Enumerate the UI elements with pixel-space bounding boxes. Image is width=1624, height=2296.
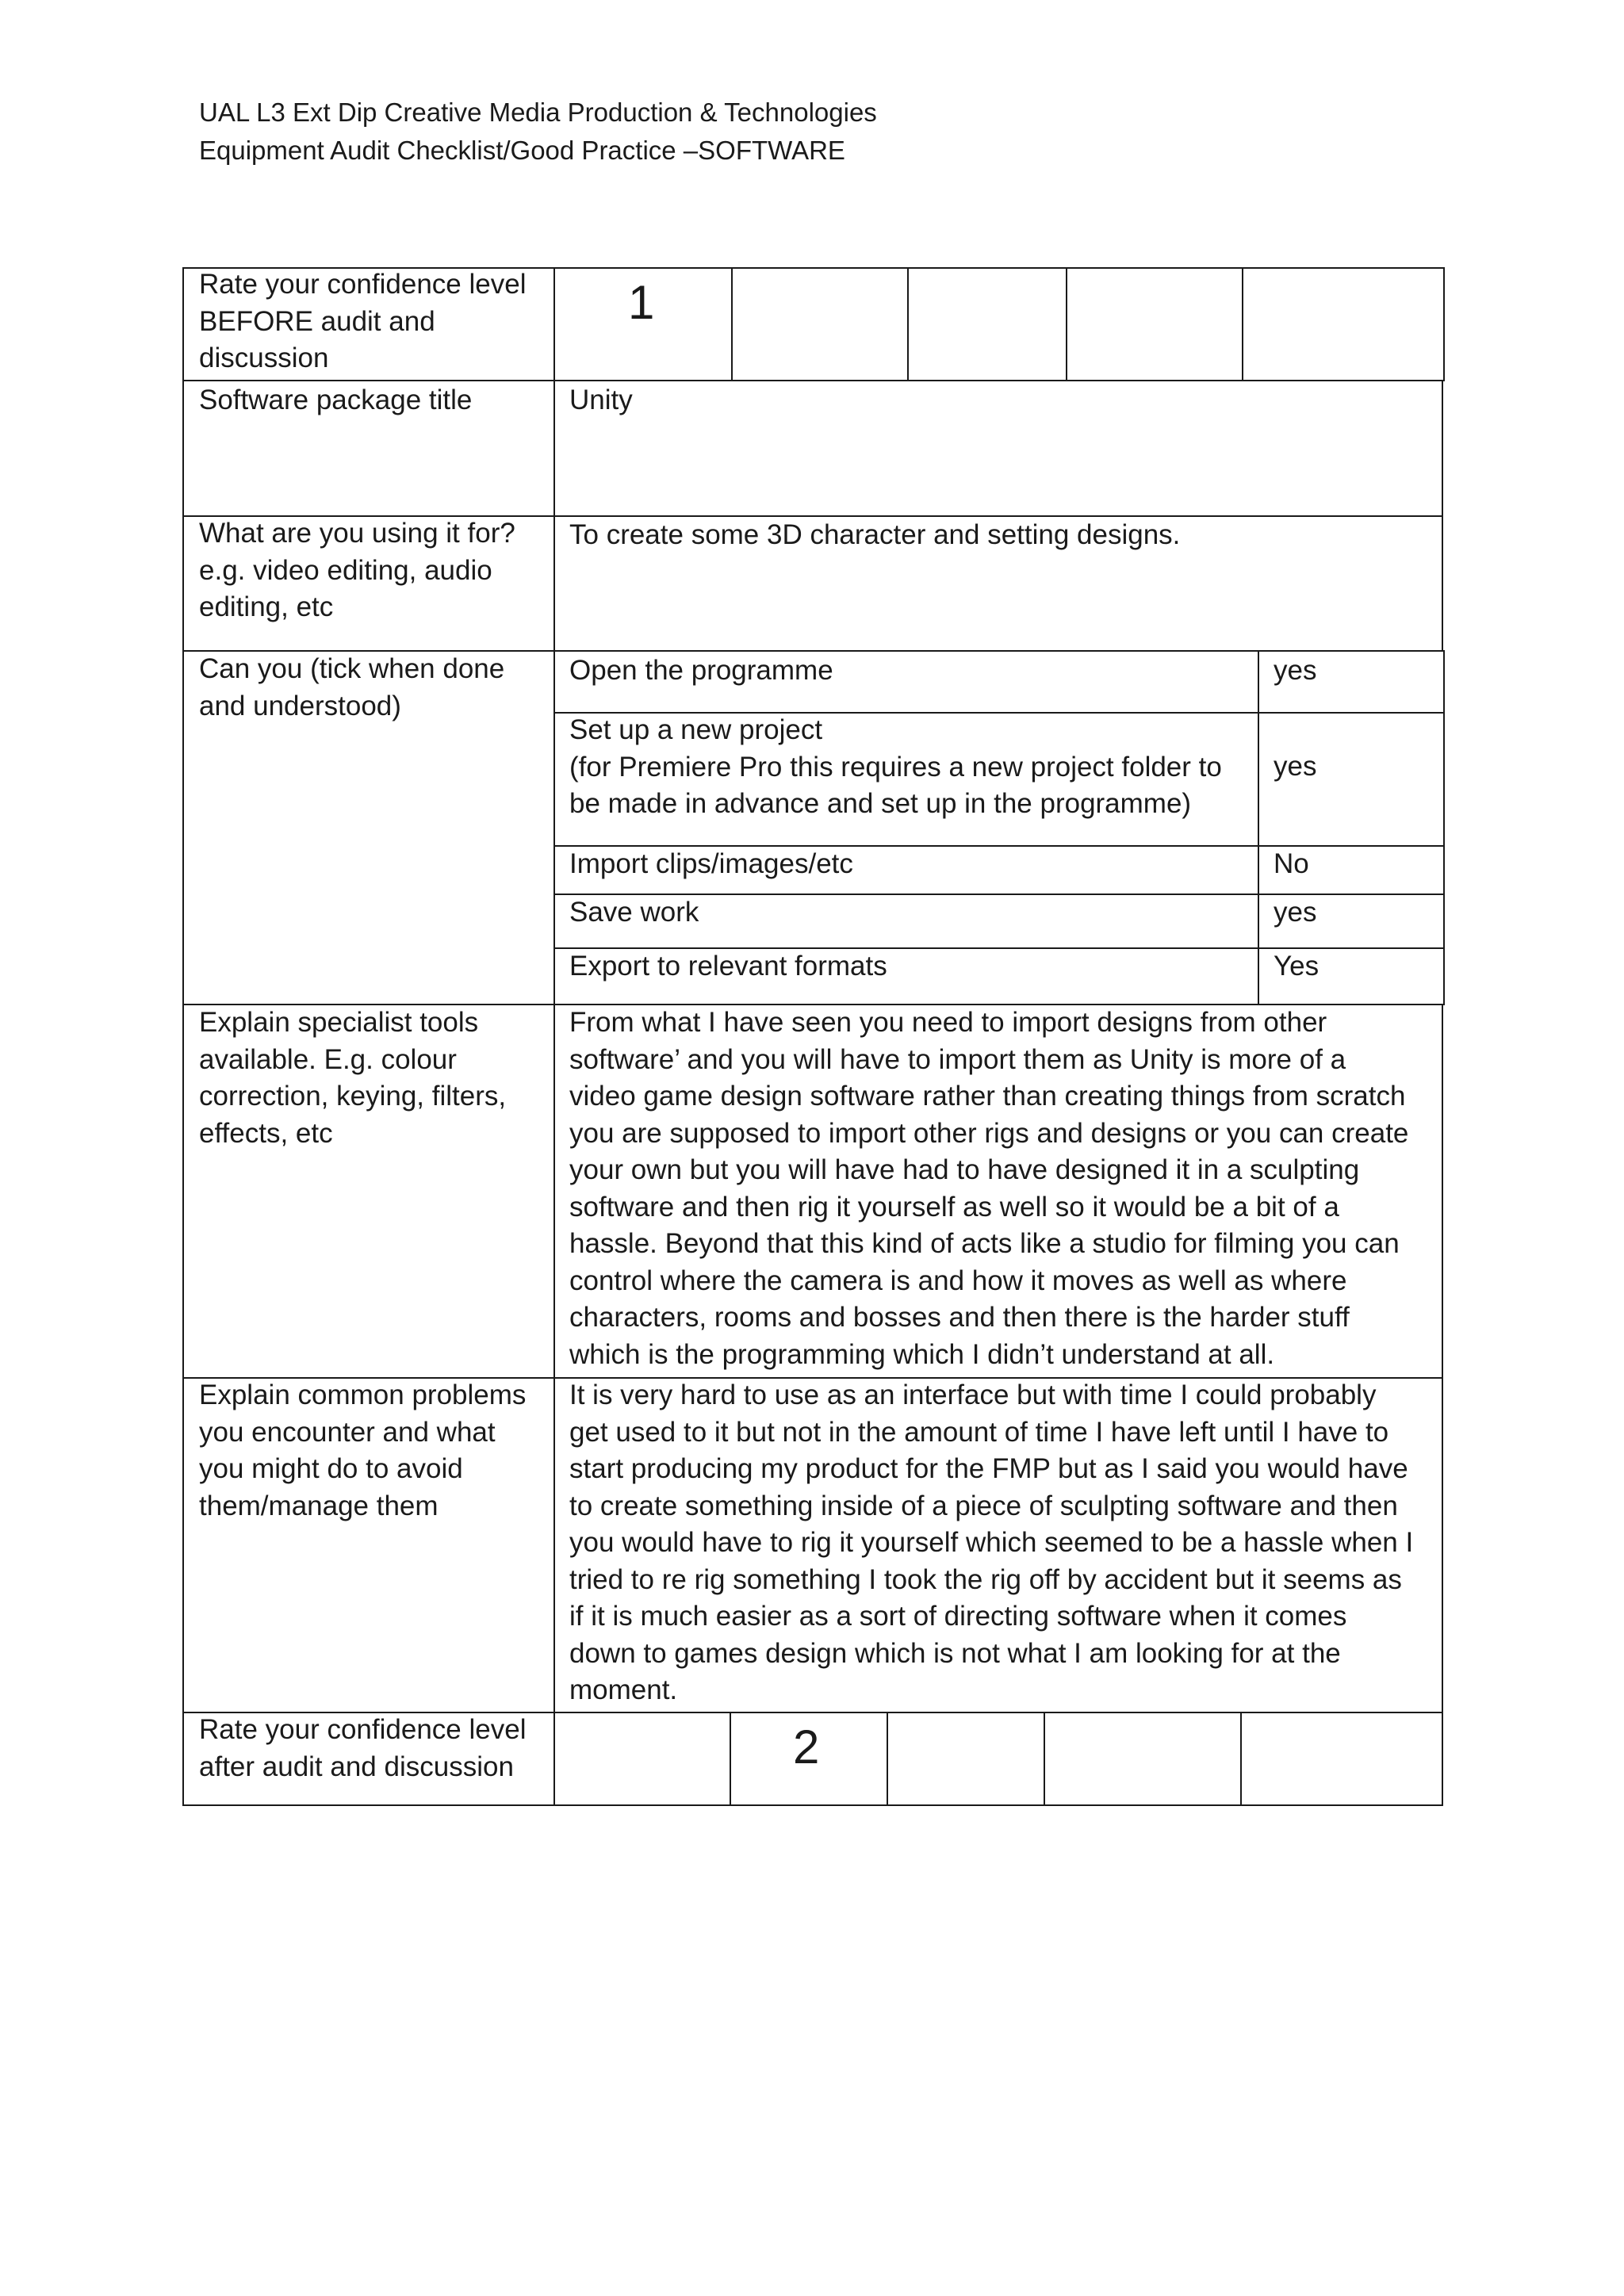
cell-rating-before-5 xyxy=(1242,267,1445,381)
software-label: Software package title xyxy=(199,385,473,415)
checklist-answer-2: yes xyxy=(1274,751,1317,782)
usage-label: What are you using it for? e.g. video editing, audio editing, etc xyxy=(199,518,515,622)
cell-rating-before-4 xyxy=(1066,267,1243,381)
tools-label: Explain specialist tools available. E.g. colour correction, keying, filters, effects, etc xyxy=(199,1007,507,1149)
cell-rating-after-3 xyxy=(887,1712,1045,1806)
checklist-task-1: Open the programme xyxy=(569,655,833,686)
checklist-task-3: Import clips/images/etc xyxy=(569,848,853,879)
cell-rating-before-2 xyxy=(731,267,909,381)
software-value: Unity xyxy=(569,385,633,415)
cell-rating-after-5 xyxy=(1240,1712,1443,1806)
checklist-task-4: Save work xyxy=(569,897,699,928)
cell-rating-before-3 xyxy=(907,267,1067,381)
checklist-task-2: Set up a new project (for Premiere Pro this requires a new project folder to be made in advance and set up in the programme) xyxy=(569,714,1222,819)
confidence-before-label: Rate your confidence level BEFORE audit and discussion xyxy=(199,269,527,373)
problems-text: It is very hard to use as an interface but with time I could probably get used to it but not in the amount of time I have left until I have to start producing my product for the FMP but as I said you would have to create something inside of a piece of sculpting software and then you would have to rig it yourself which seemed to be a hassle when I tried to re rig something I took the rig off by accident but it seems as if it is much easier as a sort of directing software when it comes down to games design which is not what I am looking for at the moment. xyxy=(569,1380,1414,1705)
cell-software-value xyxy=(553,380,1443,517)
checklist-answer-4: yes xyxy=(1274,897,1317,928)
document-header xyxy=(199,94,877,170)
usage-value: To create some 3D character and setting designs. xyxy=(569,519,1181,550)
confidence-before-rating: 1 xyxy=(628,276,655,329)
checklist-answer-3: No xyxy=(1274,848,1309,879)
cell-rating-after-1 xyxy=(553,1712,731,1806)
checklist-answer-1: yes xyxy=(1274,655,1317,686)
checklist-answer-5: Yes xyxy=(1274,951,1320,982)
checklist-task-5: Export to relevant formats xyxy=(569,951,887,982)
header-course-title: UAL L3 Ext Dip Creative Media Production & Technologies xyxy=(199,98,877,127)
cell-rating-after-4 xyxy=(1044,1712,1242,1806)
confidence-after-rating: 2 xyxy=(793,1720,820,1774)
checklist-label: Can you (tick when done and understood) xyxy=(199,653,505,721)
tools-text: From what I have seen you need to import designs from other software’ and you will have to import them as Unity is more of a video game design software rather than creating things from scratch you are supposed to import other rigs and designs or you can create your own but you will have had to have designed it in a sculpting software and then rig it yourself as well so it would be a bit of a hassle. Beyond that this kind of acts like a studio for filming you can control where the camera is and how it moves as well as where characters, rooms and bosses and then there is the harder stuff which is the programming which I didn’t understand at all. xyxy=(569,1007,1409,1370)
confidence-after-label: Rate your confidence level after audit and discussion xyxy=(199,1714,527,1782)
header-checklist-title: Equipment Audit Checklist/Good Practice –SOFTWARE xyxy=(199,136,845,165)
problems-label: Explain common problems you encounter and what you might do to avoid them/manage them xyxy=(199,1380,527,1521)
